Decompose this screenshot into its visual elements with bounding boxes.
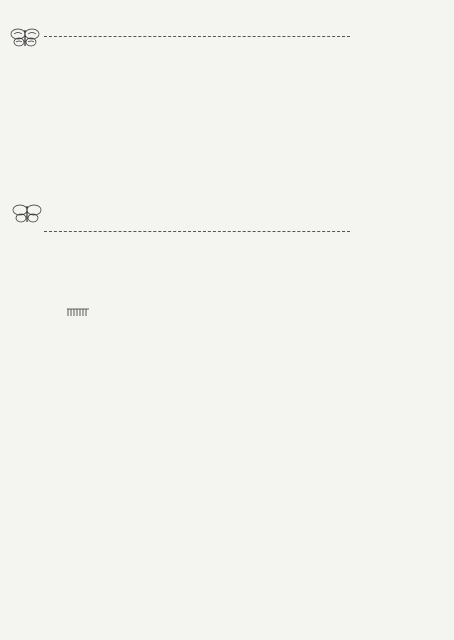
butterfly-icon xyxy=(8,26,42,48)
picot-edge-chart xyxy=(10,602,242,620)
divider xyxy=(44,231,350,232)
legend-symbol xyxy=(66,308,90,316)
divider xyxy=(44,36,350,37)
crochet-chart-grafico-1 xyxy=(12,326,442,572)
butterfly-icon xyxy=(10,202,44,224)
